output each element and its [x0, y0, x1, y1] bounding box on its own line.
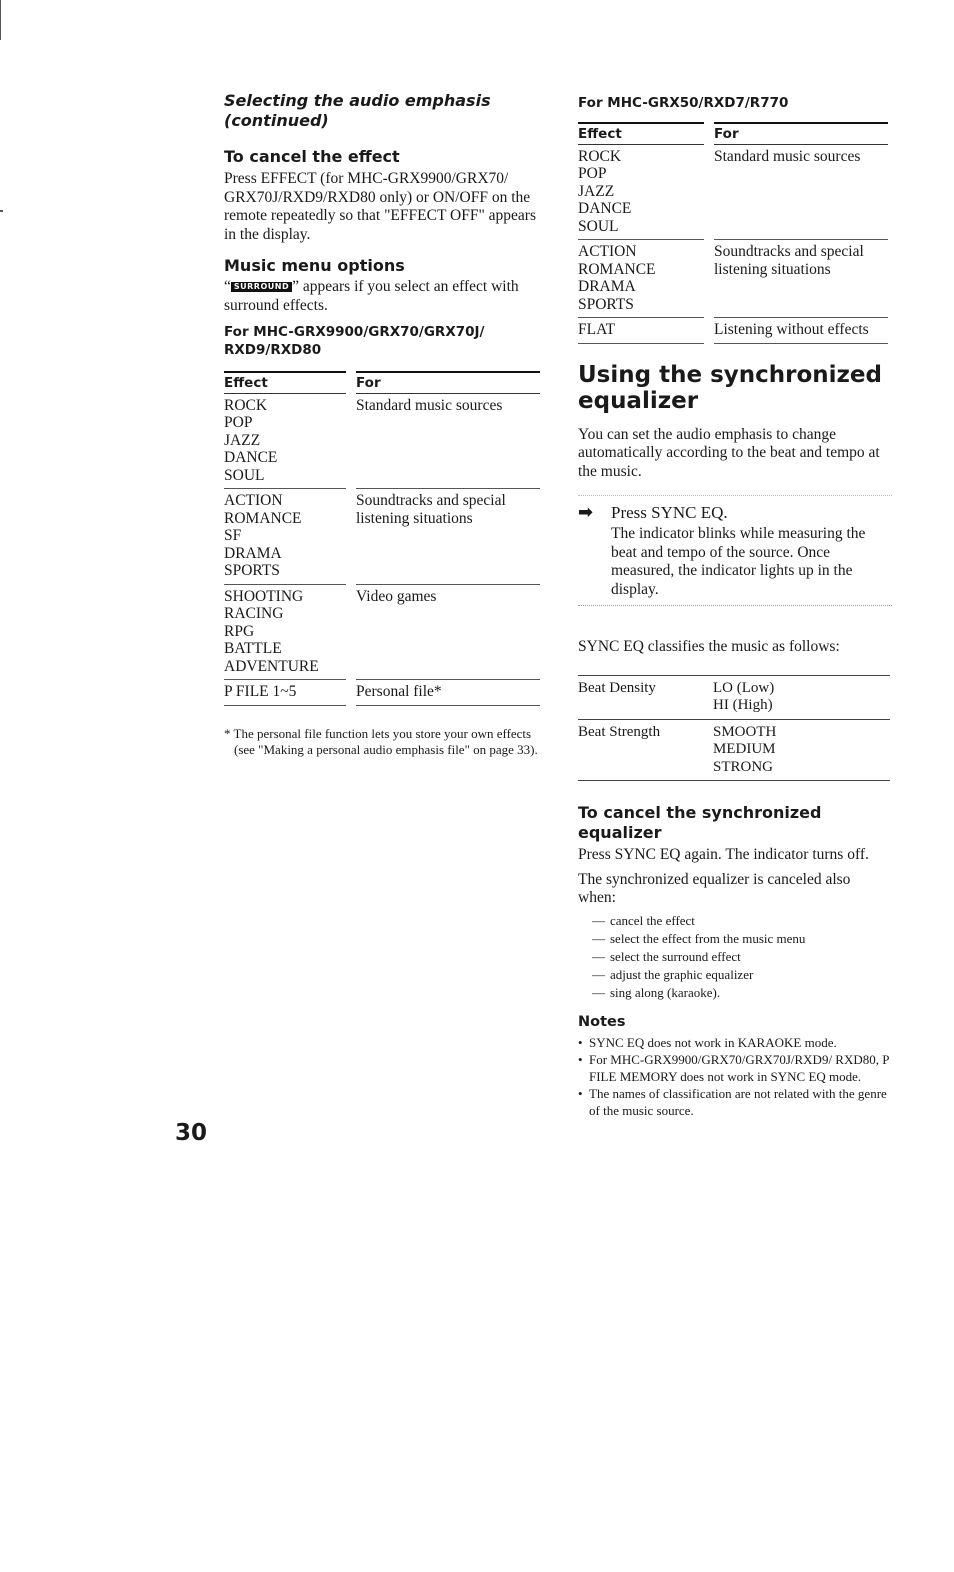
notes-list [578, 1034, 892, 1119]
cancel-effect-text: Press EFFECT (for MHC-GRX9900/GRX70/ GRX70J/RXD9/RXD80 only) or ON/OFF on the remote repeatedly so that "EFFECT OFF" appears in the display. [224, 170, 536, 243]
list-item: — sing along (karaoke). [578, 984, 892, 1002]
effect-cell [578, 318, 704, 344]
cancel-sync-heading: To cancel the synchronized equalizer [578, 803, 822, 842]
effect-name: P FILE 1~5 [224, 683, 297, 700]
list-item: — select the surround effect [578, 948, 892, 966]
step-block [578, 502, 892, 599]
effect-name: SOUL [578, 217, 619, 235]
classifies-text: SYNC EQ classifies the music as follows: [578, 638, 840, 655]
step-label: Press SYNC EQ. [611, 503, 728, 522]
sync-values [713, 675, 890, 719]
effect-cell [224, 680, 346, 706]
effect-cell [578, 240, 704, 318]
effect-table-left [224, 371, 540, 706]
effect-name: ACTION [578, 243, 637, 260]
sync-label: Beat Density [578, 675, 713, 719]
effect-name: POP [224, 414, 253, 431]
table-row [578, 240, 888, 318]
table-row [578, 719, 890, 781]
sync-value: LO (Low) [713, 679, 775, 696]
sync-label: Beat Strength [578, 719, 713, 781]
sync-intro: You can set the audio emphasis to change automatically according to the beat and tempo at the music. [578, 425, 880, 480]
effect-name: DANCE [578, 200, 632, 217]
music-menu-heading: Music menu options [224, 256, 405, 275]
effect-cell [224, 584, 346, 680]
effect-name: POP [578, 165, 607, 182]
sync-value: STRONG [713, 758, 774, 775]
effect-cell [578, 144, 704, 240]
sync-value: SMOOTH [713, 723, 777, 740]
music-menu-text: “ SURROUND ” appears if you select an effect with surround effects. [224, 278, 519, 314]
table-row [224, 489, 540, 585]
effect-table-right [578, 122, 888, 344]
effect-name: SPORTS [224, 562, 280, 579]
sync-title: Using the synchronized equalizer [578, 361, 882, 414]
step-divider-top [578, 495, 892, 496]
col-effect: Effect [578, 123, 704, 144]
effect-name: SPORTS [578, 295, 634, 313]
cancel-sync-text1: Press SYNC EQ again. The indicator turns off. [578, 846, 869, 863]
scan-edge-mark [0, 0, 1, 40]
effect-name: SOUL [224, 466, 265, 484]
list-item: — adjust the graphic equalizer [578, 966, 892, 984]
model-heading-right: For MHC-GRX50/RXD7/R770 [578, 95, 789, 111]
for-cell: Soundtracks and special listening situations [356, 489, 540, 585]
effect-name: JAZZ [224, 431, 261, 449]
effect-name: FLAT [578, 321, 616, 338]
effect-name: DANCE [224, 449, 278, 466]
table-row [578, 144, 888, 240]
for-cell: Soundtracks and special listening situations [714, 240, 888, 318]
list-item: — select the effect from the music menu [578, 930, 892, 948]
left-column [224, 91, 540, 759]
note-item: • The names of classification are not related with the genre of the music source. [578, 1085, 892, 1119]
effect-name: JAZZ [578, 182, 615, 200]
table-row [224, 680, 540, 706]
effect-name: ROMANCE [224, 509, 302, 527]
sync-eq-table [578, 675, 890, 782]
note-item: • For MHC-GRX9900/GRX70/GRX70J/RXD9/ RXD80, P FILE MEMORY does not work in SYNC EQ mode. [578, 1051, 892, 1085]
table-row [224, 584, 540, 680]
cancel-conditions-list [578, 912, 892, 1002]
effect-name: ROMANCE [578, 260, 656, 278]
page-number: 30 [175, 1120, 208, 1146]
for-cell: Video games [356, 584, 540, 680]
effect-name: DRAMA [578, 278, 636, 295]
effect-name: BATTLE [224, 640, 282, 657]
cancel-effect-heading: To cancel the effect [224, 147, 400, 166]
effect-name: DRAMA [224, 544, 282, 562]
effect-cell [224, 489, 346, 585]
section-title: Selecting the audio emphasis (continued) [224, 91, 491, 130]
for-cell: Personal file* [356, 680, 540, 706]
arrow-icon: ➡ [578, 502, 594, 523]
for-cell: Standard music sources [356, 393, 540, 489]
sync-value: HI (High) [713, 697, 773, 713]
effect-name: SF [224, 527, 242, 544]
footnote: * The personal file function lets you store your own effects (see "Making a personal audio emphasis file" on page 33). [224, 725, 538, 757]
cancel-sync-text2: The synchronized equalizer is canceled also when: [578, 870, 851, 906]
for-cell: Listening without effects [714, 318, 888, 344]
effect-name: RACING [224, 605, 284, 622]
effect-name: ROCK [578, 147, 622, 165]
table-row [578, 675, 890, 719]
model-heading-left: For MHC-GRX9900/GRX70/GRX70J/ RXD9/RXD80 [224, 324, 485, 358]
notes-heading: Notes [578, 1013, 626, 1030]
effect-name: SHOOTING [224, 587, 304, 605]
note-item: • SYNC EQ does not work in KARAOKE mode. [578, 1034, 892, 1051]
table-row [578, 318, 888, 344]
effect-name: ACTION [224, 492, 283, 509]
effect-name: ROCK [224, 396, 268, 414]
list-item: — cancel the effect [578, 912, 892, 930]
sync-value: MEDIUM [713, 741, 776, 757]
for-cell: Standard music sources [714, 144, 888, 240]
scan-edge-mark [0, 210, 3, 212]
step-text: The indicator blinks while measuring the beat and tempo of the source. Once measured, the indicator lights up in the display. [611, 525, 866, 598]
col-for: For [714, 123, 888, 144]
right-column [578, 94, 892, 1119]
effect-cell [224, 393, 346, 489]
table-row [224, 393, 540, 489]
step-divider-bottom [578, 605, 892, 606]
effect-name: ADVENTURE [224, 657, 319, 675]
col-effect: Effect [224, 372, 346, 393]
surround-indicator: SURROUND [231, 282, 292, 292]
col-for: For [356, 372, 540, 393]
effect-name: RPG [224, 622, 255, 640]
sync-values [713, 719, 890, 781]
